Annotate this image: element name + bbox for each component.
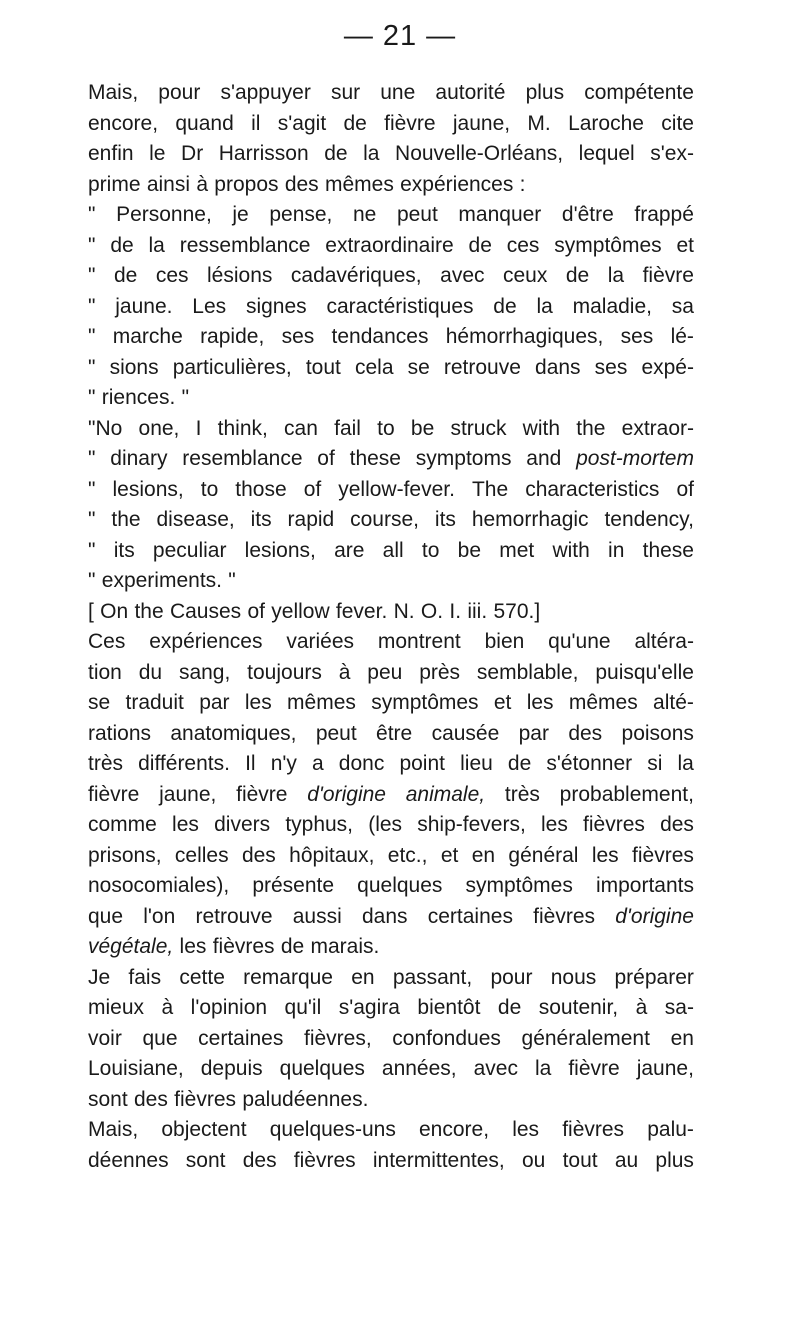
text-line: déennes sont des fièvres intermittentes, ou tout au plus — [88, 1148, 694, 1172]
text-line: " de ces lésions cadavériques, avec ceux de la fièvre — [88, 264, 694, 287]
text-line: Mais, pour s'appuyer sur une autorité plus compétente — [88, 81, 694, 104]
text-line: se traduit par les mêmes symptômes et les mêmes alté- — [88, 691, 694, 714]
text-line: Mais, objectent quelques-uns encore, les fièvres palu- — [88, 1118, 694, 1141]
text-line: Ces expériences variées montrent bien qu'une altéra- — [88, 630, 694, 653]
text-line: voir que certaines fièvres, confondues généralement en — [88, 1026, 694, 1050]
text-line: " lesions, to those of yellow-fever. The characteristics of — [88, 477, 694, 501]
text-line: "No one, I think, can fail to be struck with the extraor- — [88, 416, 694, 440]
text-line: mieux à l'opinion qu'il s'agira bientôt de soutenir, à sa- — [88, 996, 694, 1019]
text-line: très différents. Il n'y a donc point lieu de s'étonner si la — [88, 752, 694, 775]
body-text — [88, 78, 694, 1176]
text-line: sont des fièvres paludéennes. — [88, 1087, 369, 1111]
text-line: Je fais cette remarque en passant, pour nous préparer — [88, 965, 694, 989]
text-line: " experiments. " — [88, 569, 236, 592]
text-line: " de la ressemblance extraordinaire de ces symptômes et — [88, 233, 694, 257]
text-line: " its peculiar lesions, are all to be met with in these — [88, 538, 694, 562]
text-line: " sions particulières, tout cela se retrouve dans ses expé- — [88, 355, 694, 379]
text-line: rations anatomiques, peut être causée par des poisons — [88, 721, 694, 745]
text-line: " marche rapide, ses tendances hémorrhagiques, ses lé- — [88, 325, 694, 348]
text-line: [ On the Causes of yellow fever. N. O. I. iii. 570.] — [88, 599, 541, 623]
text-line: enfin le Dr Harrisson de la Nouvelle-Orléans, lequel s'ex- — [88, 142, 694, 165]
text-line: nosocomiales), présente quelques symptômes importants — [88, 874, 694, 897]
text-line: encore, quand il s'agit de fièvre jaune, M. Laroche cite — [88, 111, 694, 135]
text-line: végétale, les fièvres de marais. — [88, 935, 380, 958]
text-line: que l'on retrouve aussi dans certaines fièvres d'origine — [88, 904, 694, 928]
text-line: " jaune. Les signes caractéristiques de la maladie, sa — [88, 294, 694, 318]
page-number: — 21 — — [343, 20, 457, 52]
text-line: prime ainsi à propos des mêmes expériences : — [88, 172, 526, 196]
text-line: prisons, celles des hôpitaux, etc., et en général les fièvres — [88, 843, 694, 867]
text-line: " Personne, je pense, ne peut manquer d'être frappé — [88, 203, 694, 226]
text-line: comme les divers typhus, (les ship-fevers, les fièvres des — [88, 813, 694, 836]
text-line: " riences. " — [88, 386, 190, 409]
text-line: tion du sang, toujours à peu près semblable, puisqu'elle — [88, 660, 694, 684]
text-line: fièvre jaune, fièvre d'origine animale, très probablement, — [88, 782, 694, 806]
text-line: " the disease, its rapid course, its hemorrhagic tendency, — [88, 508, 694, 531]
text-line: Louisiane, depuis quelques années, avec la fièvre jaune, — [88, 1057, 694, 1080]
text-line: " dinary resemblance of these symptoms and post-mortem — [88, 447, 694, 470]
